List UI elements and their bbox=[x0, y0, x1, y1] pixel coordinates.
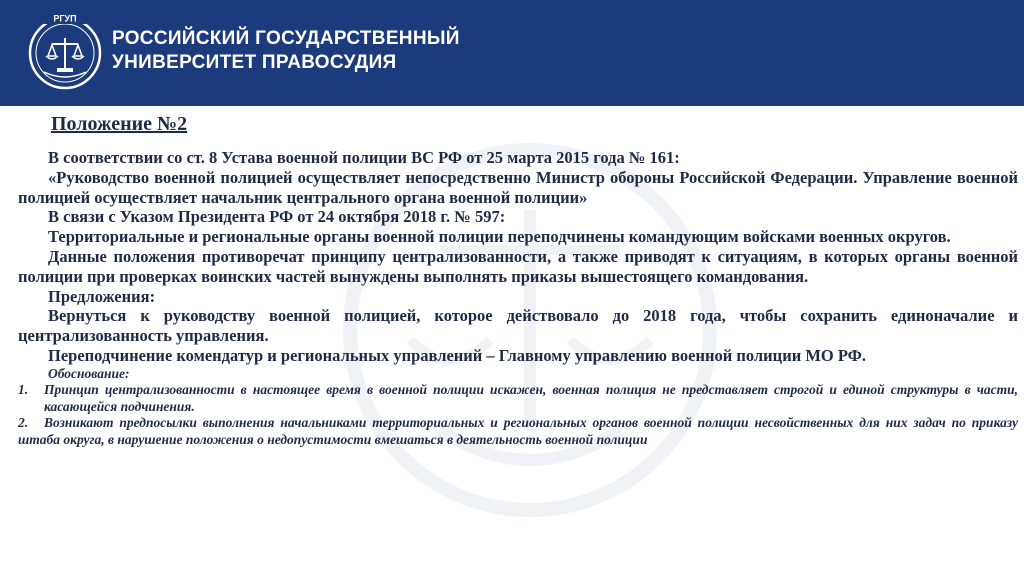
list-item-text: Принцип централизованности в настоящее время в военной полиции искажен, военная полиция не представляет строгой и единой структуры в части, касающейся подчинения. bbox=[44, 382, 1018, 414]
paragraph-1: В соответствии со ст. 8 Устава военной полиции ВС РФ от 25 марта 2015 года № 161: bbox=[48, 148, 680, 167]
paragraph-2: «Руководство военной полицией осуществляет непосредственно Министр обороны Российской Федерации. Управление военной полицией осуществляет начальник центрального органа военной полиции» bbox=[18, 167, 1018, 207]
proposal-2: Переподчинение комендатур и региональных управлений – Главному управлению военной полиции МО РФ. bbox=[48, 345, 866, 365]
slide-title: Положение №2 bbox=[51, 113, 188, 135]
list-item-text: Возникают предпосылки выполнения начальниками территориальных и региональных органов военной полиции несвойственных для них задач по приказу штаба округа, в нарушение положения о недопустимости вмешаться в деятельность военной полиции bbox=[18, 415, 1018, 447]
university-name-line2: УНИВЕРСИТЕТ ПРАВОСУДИЯ bbox=[112, 52, 397, 73]
proposals-heading: Предложения: bbox=[48, 286, 156, 306]
logo-text: РГУП bbox=[53, 13, 77, 24]
paragraph-3: В связи с Указом Президента РФ от 24 октября 2018 г. № 597: bbox=[48, 207, 506, 227]
justification-block bbox=[18, 366, 1018, 449]
slide-body bbox=[18, 148, 1018, 448]
list-item-number: 2. bbox=[18, 415, 29, 431]
university-name-line1: РОССИЙСКИЙ ГОСУДАРСТВЕННЫЙ bbox=[112, 28, 460, 49]
list-item bbox=[18, 382, 1018, 415]
list-item bbox=[18, 415, 1018, 448]
proposal-1: Вернуться к руководству военной полицией, которое действовало до 2018 года, чтобы сохранить единоначалие и централизованность управления. bbox=[18, 306, 1018, 346]
paragraph-5: Данные положения противоречат принципу централизованности, а также приводят к ситуациям, в которых органы военной полиции при проверках воинских частей вынуждены выполнять приказы вышестоящего командования. bbox=[18, 246, 1018, 286]
paragraph-4: Территориальные и региональные органы военной полиции переподчинены командующим войсками военных округов. bbox=[48, 227, 951, 247]
list-item-number: 1. bbox=[18, 382, 29, 398]
justification-label: Обоснование: bbox=[48, 365, 130, 381]
